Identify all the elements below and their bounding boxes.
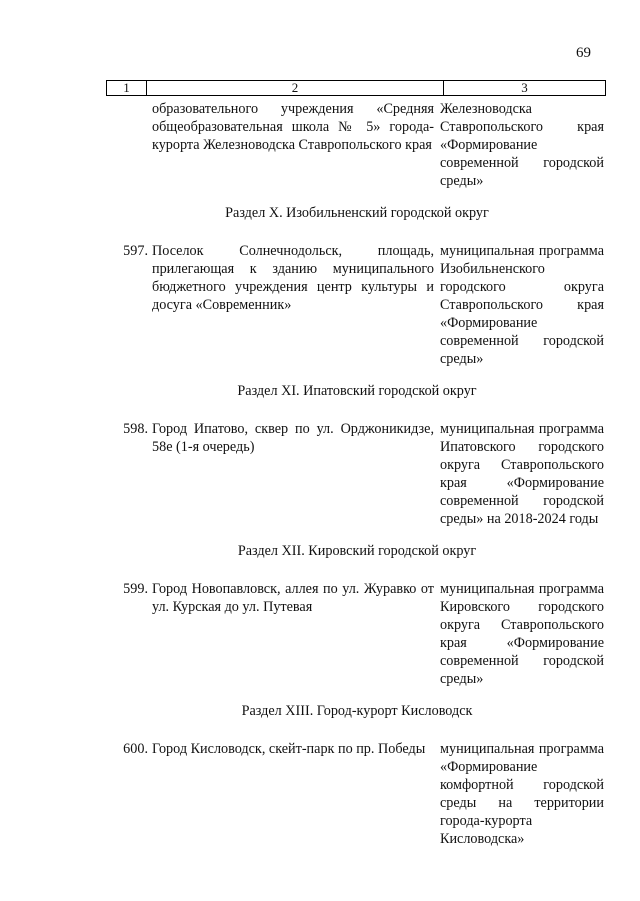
section-title-xiii: Раздел XIII. Город-курорт Кисловодск (241, 703, 473, 719)
row-program: муниципальная программа Кировского городского округа Ставропольского края «Формирование современной городской среды» (440, 581, 604, 687)
row-program: муниципальная программа Изобильненского городского округа Ставропольского края «Формирование современной городской среды» (440, 243, 604, 367)
row-description: Город Новопавловск, аллея по ул. Журавко от ул. Курская до ул. Путевая (152, 581, 434, 615)
table-row-598 (110, 420, 604, 528)
header-col-2: 2 (147, 81, 444, 95)
row-description: Город Кисловодск, скейт-парк по пр. Победы (152, 741, 426, 757)
section-title-x: Раздел X. Изобильненский городской округ (225, 205, 489, 221)
table-row-600 (110, 740, 604, 848)
header-col-3: 3 (521, 80, 528, 95)
row-number: 597. (123, 243, 148, 259)
row-description: образовательного учреждения «Средняя общеобразовательная школа № 5» города-курорта Железноводска Ставропольского края (152, 101, 434, 153)
header-col-1: 1 (107, 81, 147, 95)
row-number: 600. (123, 741, 148, 757)
row-program: муниципальная программа «Формирование комфортной городской среды на территории города-курорта Кисловодска» (440, 741, 604, 847)
table-header (106, 80, 606, 96)
row-description: Поселок Солнечнодольск, площадь, прилегающая к зданию муниципального бюджетного учреждения центр культуры и досуга «Современник» (152, 243, 434, 313)
document-body (110, 100, 604, 848)
row-description: Город Ипатово, сквер по ул. Орджоникидзе, 58е (1-я очередь) (152, 421, 434, 455)
page-number: 69 (576, 45, 591, 61)
table-row-continued (110, 100, 604, 190)
row-program: Железноводска Ставропольского края «Формирование современной городской среды» (440, 101, 604, 189)
row-program: муниципальная программа Ипатовского городского округа Ставропольского края «Формирование современной городской среды» на 2018-2024 годы (440, 421, 604, 527)
table-row-597 (110, 242, 604, 368)
table-row-599 (110, 580, 604, 688)
section-title-xi: Раздел XI. Ипатовский городской округ (237, 383, 477, 399)
row-number: 599. (123, 581, 148, 597)
section-title-xii: Раздел XII. Кировский городской округ (237, 543, 477, 559)
row-number: 598. (123, 421, 148, 437)
